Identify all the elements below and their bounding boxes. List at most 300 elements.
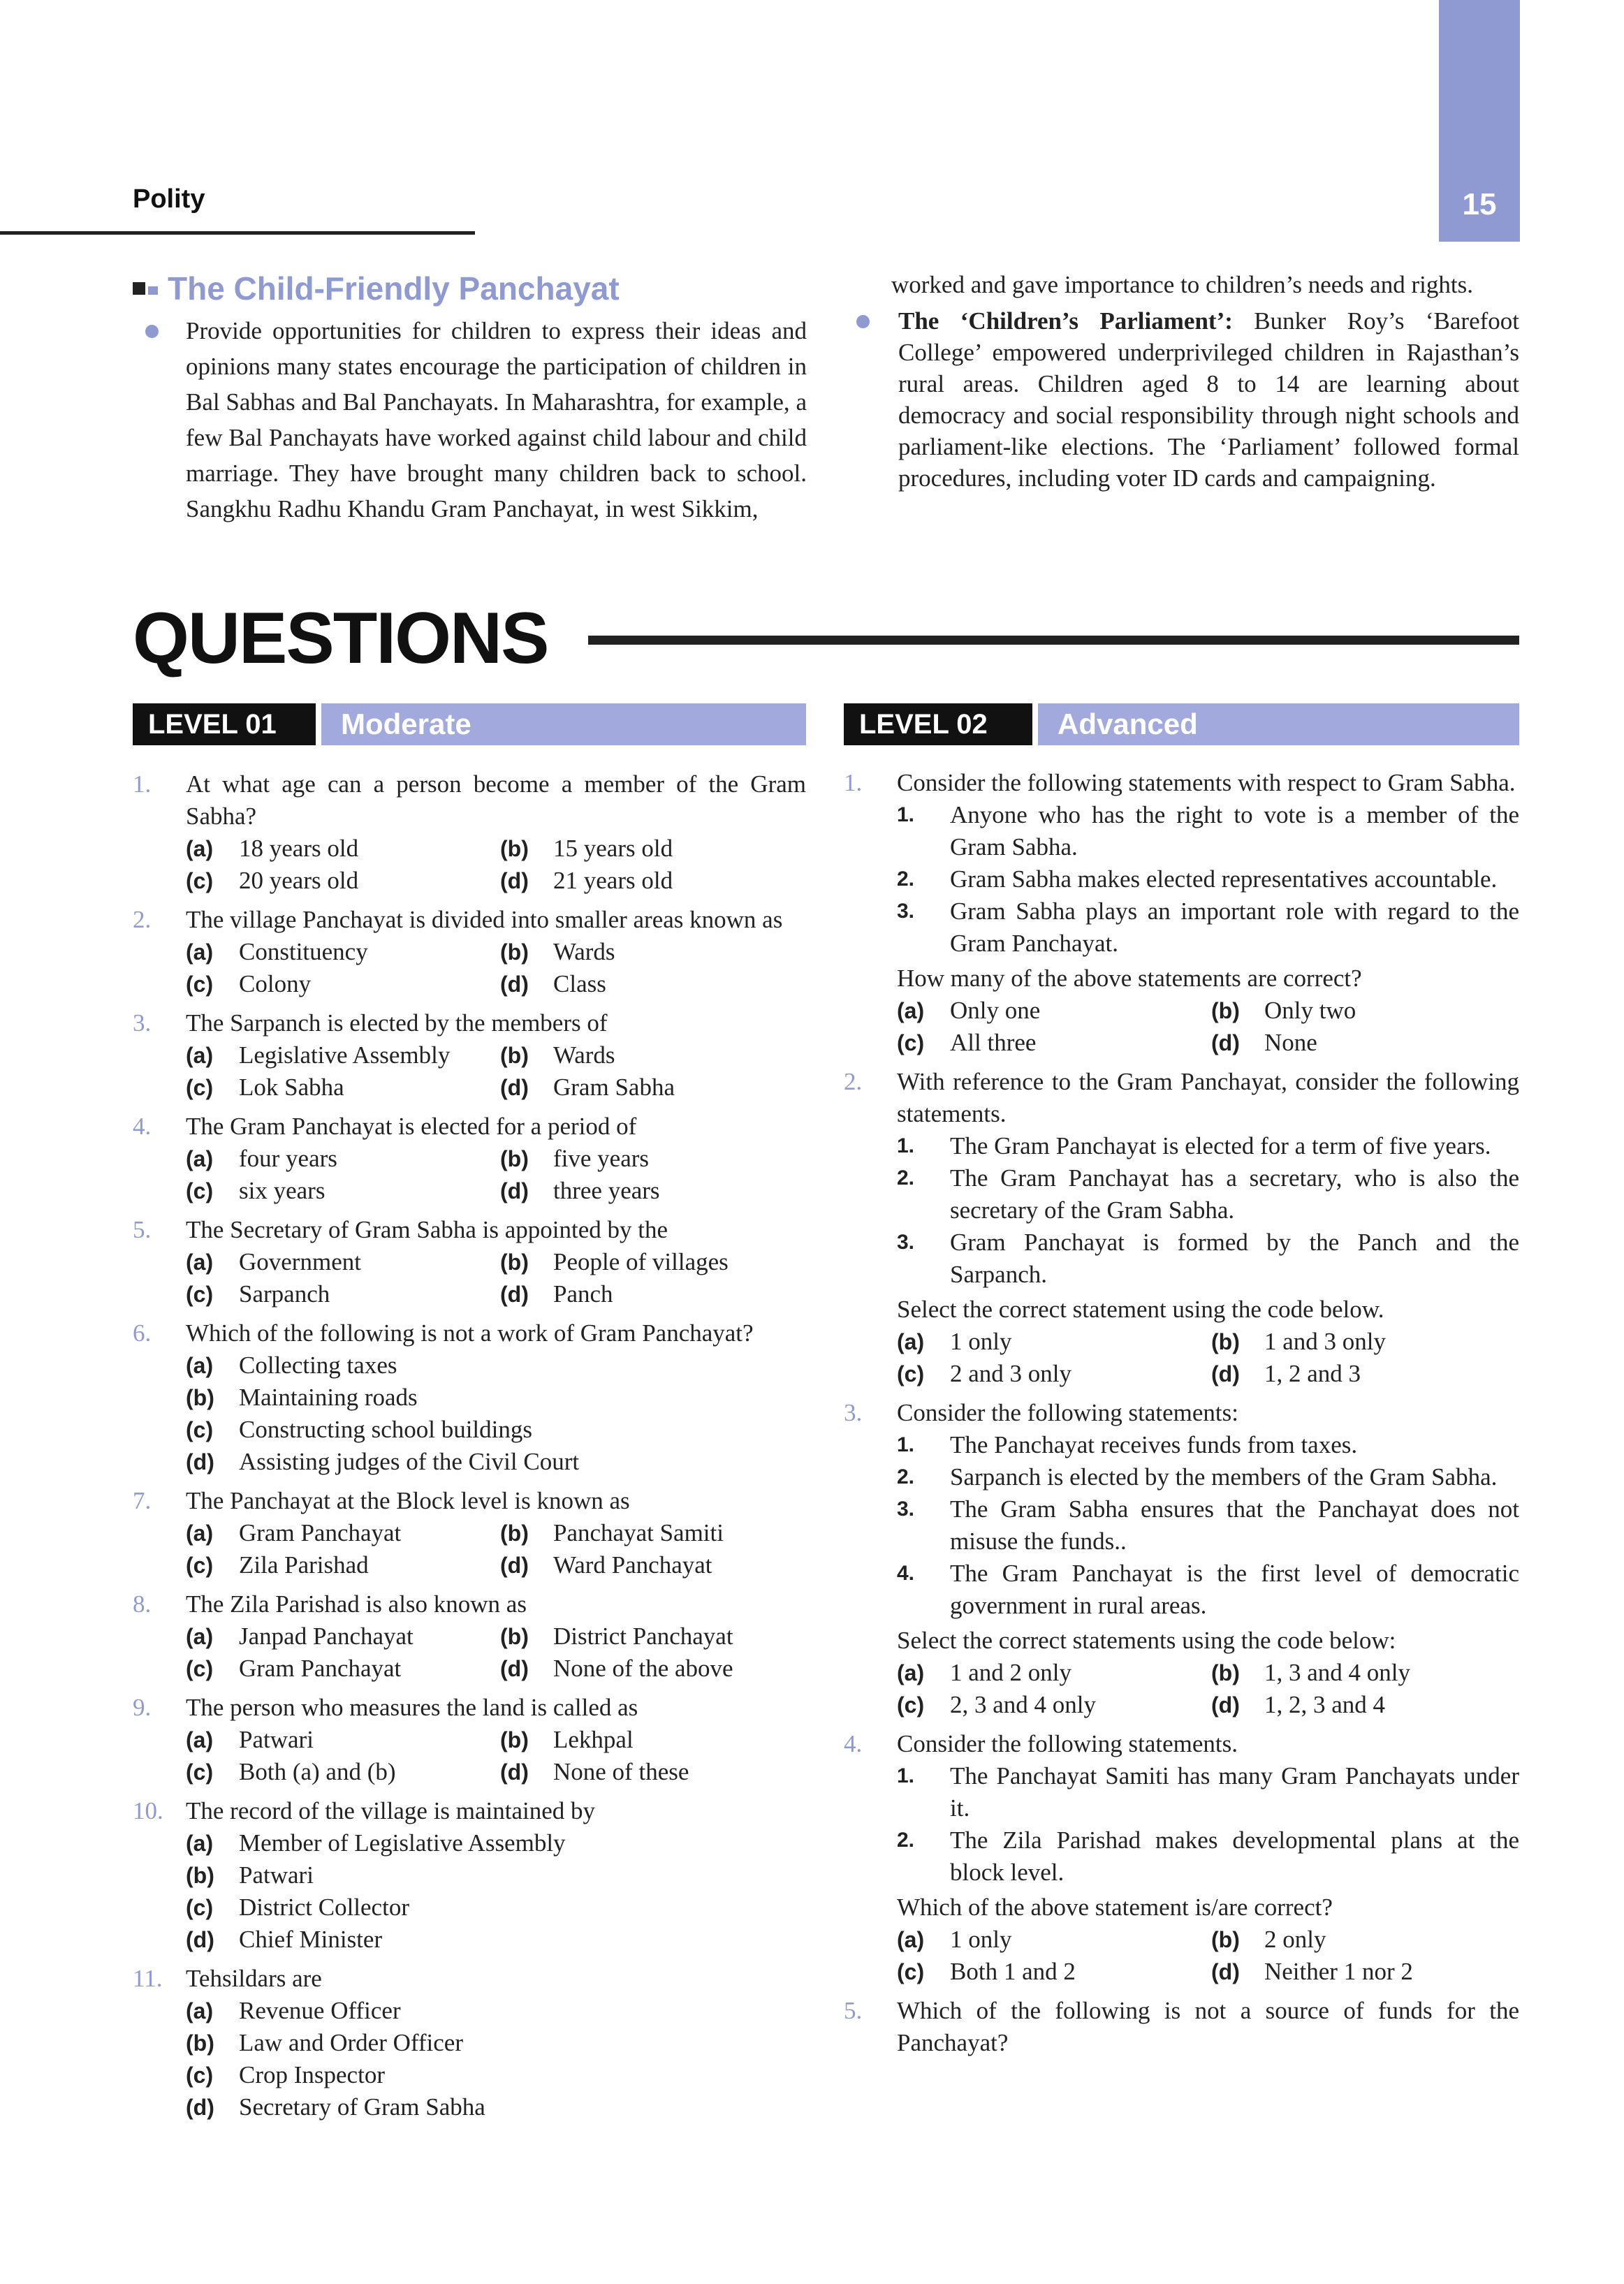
option-label: (d) (1211, 1959, 1240, 1984)
option-item (186, 1620, 500, 1653)
question-number: 5. (844, 1997, 863, 2024)
question-item (133, 1317, 806, 1478)
option-item (186, 1175, 500, 1207)
option-label: (b) (1211, 998, 1240, 1023)
statement-number: 4. (897, 1562, 915, 1585)
option-text: 18 years old (239, 835, 359, 862)
option-label: (d) (500, 868, 529, 893)
question-text: Consider the following statements with respect to Gram Sabha. (897, 769, 1516, 796)
option-list (186, 1517, 806, 1581)
statement-item (897, 1429, 1519, 1461)
level-01-label: LEVEL 01 (133, 703, 316, 745)
option-item (186, 1891, 806, 1924)
option-item (186, 865, 500, 897)
option-text: Constituency (239, 938, 368, 965)
option-text: Patwari (239, 1861, 314, 1889)
question-item (133, 1007, 806, 1104)
level-01-question-list (133, 768, 806, 2130)
option-label: (c) (186, 868, 214, 893)
option-text: four years (239, 1145, 337, 1172)
question-text: The person who measures the land is called as (186, 1694, 638, 1721)
statement-number: 2. (897, 1829, 915, 1852)
option-list (186, 1143, 806, 1207)
option-text: Lok Sabha (239, 1074, 344, 1101)
question-item (844, 1066, 1519, 1390)
option-label: (d) (1211, 1030, 1240, 1055)
question-text: The Secretary of Gram Sabha is appointed by the (186, 1216, 668, 1243)
option-text: 20 years old (239, 867, 359, 894)
option-label: (b) (1211, 1329, 1240, 1354)
question-prompt: Select the correct statement using the code below. (897, 1296, 1384, 1323)
option-text: Maintaining roads (239, 1384, 418, 1411)
statement-text: The Zila Parishad makes developmental plans at the block level. (950, 1827, 1519, 1886)
option-item (186, 1924, 806, 1956)
option-text: Sarpanch (239, 1280, 330, 1308)
option-label: (c) (186, 1656, 214, 1681)
option-text: Chief Minister (239, 1926, 383, 1953)
statement-number: 3. (897, 900, 915, 923)
option-label: (d) (186, 1927, 214, 1952)
statement-item (897, 1558, 1519, 1622)
option-item (186, 1995, 806, 2027)
option-label: (c) (186, 1895, 214, 1920)
statement-item (897, 863, 1519, 895)
option-label: (c) (186, 972, 214, 997)
bullet-paragraph-parliament (844, 305, 1519, 494)
option-item (186, 2059, 806, 2091)
option-text: 1 and 2 only (950, 1659, 1072, 1686)
option-text: Panch (553, 1280, 613, 1308)
option-item (186, 1246, 500, 1278)
statement-item (897, 895, 1519, 960)
question-number: 2. (844, 1068, 863, 1095)
statement-number: 2. (897, 868, 915, 891)
option-item (500, 936, 806, 968)
option-item (500, 833, 806, 865)
option-item (186, 1517, 500, 1549)
option-text: 1 and 3 only (1264, 1328, 1387, 1355)
statement-text: The Panchayat receives funds from taxes. (950, 1431, 1358, 1458)
statement-text: Anyone who has the right to vote is a member of the Gram Sabha. (950, 801, 1519, 861)
question-item (133, 904, 806, 1000)
question-number: 5. (133, 1216, 152, 1243)
option-label: (b) (1211, 1660, 1240, 1685)
question-text: Tehsildars are (186, 1965, 322, 1992)
bullet-dot-icon (856, 315, 870, 328)
option-item (897, 995, 1211, 1027)
option-label: (d) (186, 1449, 214, 1474)
option-label: (b) (186, 2030, 214, 2056)
statement-item (897, 1130, 1519, 1162)
question-text: The Gram Panchayat is elected for a period of (186, 1113, 637, 1140)
option-list (186, 1724, 806, 1788)
question-number: 8. (133, 1590, 152, 1618)
option-label: (c) (186, 1759, 214, 1785)
option-item (500, 1071, 806, 1104)
level-02-label: LEVEL 02 (844, 703, 1032, 745)
option-item (500, 968, 806, 1000)
option-text: 1, 2, 3 and 4 (1264, 1691, 1386, 1718)
option-label: (a) (186, 1624, 214, 1649)
question-item (133, 1963, 806, 2123)
option-label: (b) (500, 1727, 529, 1752)
bullet-text: Bunker Roy’s ‘Barefoot College’ empowered underprivileged children in Rajasthan’s rural areas. Children aged 8 to 14 are learning about democracy and social responsibility through night schools and parliament-like elections. The ‘Parliament’ followed formal procedures, including voter ID cards and campaigning. (898, 307, 1519, 492)
level-02-difficulty: Advanced (1038, 703, 1519, 745)
option-label: (b) (500, 1521, 529, 1546)
option-item (186, 1549, 500, 1581)
option-label: (c) (897, 1959, 925, 1984)
option-text: Assisting judges of the Civil Court (239, 1448, 580, 1475)
option-list (186, 936, 806, 1000)
option-item (500, 865, 806, 897)
option-text: Only two (1264, 997, 1356, 1024)
option-item (500, 1653, 806, 1685)
option-text: None of the above (553, 1655, 733, 1682)
option-text: Both (a) and (b) (239, 1758, 396, 1785)
question-text: Consider the following statements. (897, 1730, 1238, 1757)
bullet-text: Provide opportunities for children to express their ideas and opinions many states encourage the participation of children in Bal Sabhas and Bal Panchayats. In Maharashtra, for example, a few Bal Panchayats have worked against child labour and child marriage. They have brought many children back to school. Sangkhu Radhu Khandu Gram Panchayat, in west Sikkim, (186, 317, 807, 522)
statement-text: The Gram Panchayat is elected for a term of five years. (950, 1132, 1491, 1159)
option-item (1211, 1027, 1519, 1059)
option-item (500, 1756, 806, 1788)
option-label: (c) (897, 1030, 925, 1055)
option-item (186, 968, 500, 1000)
option-text: Class (553, 970, 606, 997)
option-item (500, 1278, 806, 1310)
statement-item (897, 1493, 1519, 1558)
option-list (897, 1326, 1519, 1390)
option-label: (c) (186, 1417, 214, 1442)
level-02-bar (844, 703, 1519, 745)
question-item (133, 1485, 806, 1581)
option-text: Constructing school buildings (239, 1416, 532, 1443)
continuation-paragraph: worked and gave importance to children’s needs and rights. (891, 271, 1473, 298)
option-label: (a) (186, 1250, 214, 1275)
option-list (186, 1349, 806, 1478)
statement-number: 1. (897, 1134, 915, 1157)
option-text: Gram Panchayat (239, 1519, 402, 1546)
option-label: (b) (500, 1624, 529, 1649)
option-label: (a) (186, 1353, 214, 1378)
option-text: 1 only (950, 1926, 1012, 1953)
option-text: five years (553, 1145, 650, 1172)
option-item (897, 1326, 1211, 1358)
option-label: (d) (500, 1282, 529, 1307)
statement-list (897, 1130, 1519, 1291)
question-item (133, 1795, 806, 1956)
question-item (133, 1692, 806, 1788)
option-text: District Collector (239, 1894, 409, 1921)
statement-number: 2. (897, 1465, 915, 1488)
option-item (186, 1039, 500, 1071)
option-text: Zila Parishad (239, 1551, 369, 1579)
option-label: (d) (500, 972, 529, 997)
option-text: 2, 3 and 4 only (950, 1691, 1097, 1718)
option-item (186, 1278, 500, 1310)
option-text: Only one (950, 997, 1041, 1024)
option-text: 1 only (950, 1328, 1012, 1355)
option-text: 2 and 3 only (950, 1360, 1072, 1387)
option-label: (c) (897, 1692, 925, 1718)
question-text: With reference to the Gram Panchayat, consider the following statements. (897, 1068, 1519, 1127)
option-text: six years (239, 1177, 325, 1204)
question-number: 11. (133, 1965, 163, 1992)
square-bullet-icon (133, 282, 158, 295)
statement-text: The Gram Panchayat is the first level of democratic government in rural areas. (950, 1560, 1519, 1619)
option-label: (a) (186, 939, 214, 965)
option-label: (c) (186, 2063, 214, 2088)
option-label: (a) (897, 1927, 925, 1952)
option-item (897, 1689, 1211, 1721)
option-item (186, 1724, 500, 1756)
option-label: (a) (186, 1146, 214, 1171)
option-item (500, 1175, 806, 1207)
option-list (186, 833, 806, 897)
option-label: (a) (897, 1660, 925, 1685)
question-item (844, 1728, 1519, 1988)
option-label: (b) (500, 939, 529, 965)
option-label: (a) (897, 998, 925, 1023)
question-text: Which of the following is not a work of Gram Panchayat? (186, 1319, 754, 1347)
question-number: 1. (133, 770, 152, 798)
option-item (1211, 1358, 1519, 1390)
questions-rule (588, 636, 1519, 645)
page-number: 15 (1462, 187, 1497, 221)
statement-text: Gram Panchayat is formed by the Panch and the Sarpanch. (950, 1229, 1519, 1288)
statement-item (897, 1461, 1519, 1493)
option-text: Colony (239, 970, 312, 997)
option-label: (a) (186, 1043, 214, 1068)
page-number-tab (1439, 0, 1520, 242)
option-item (186, 1071, 500, 1104)
statement-item (897, 1760, 1519, 1824)
option-text: Neither 1 nor 2 (1264, 1958, 1413, 1985)
level-02-question-list (844, 767, 1519, 2066)
option-text: Wards (553, 1041, 615, 1069)
question-number: 3. (844, 1399, 863, 1426)
option-item (186, 1756, 500, 1788)
option-item (1211, 1956, 1519, 1988)
option-label: (d) (1211, 1692, 1240, 1718)
option-text: Member of Legislative Assembly (239, 1829, 566, 1857)
option-label: (b) (186, 1863, 214, 1888)
statement-item (897, 799, 1519, 863)
option-text: 2 only (1264, 1926, 1326, 1953)
question-item (133, 1111, 806, 1207)
statement-number: 3. (897, 1231, 915, 1254)
option-text: 1, 2 and 3 (1264, 1360, 1361, 1387)
statement-text: Gram Sabha plays an important role with regard to the Gram Panchayat. (950, 898, 1519, 957)
option-list (186, 1246, 806, 1310)
bullet-dot-icon (145, 325, 159, 338)
option-item (1211, 995, 1519, 1027)
option-text: Secretary of Gram Sabha (239, 2093, 485, 2121)
question-item (133, 768, 806, 897)
option-label: (a) (186, 1727, 214, 1752)
option-text: 1, 3 and 4 only (1264, 1659, 1411, 1686)
question-text: Which of the following is not a source of funds for the Panchayat? (897, 1997, 1519, 2056)
header-rule (0, 231, 475, 235)
option-item (897, 1924, 1211, 1956)
statement-text: Gram Sabha makes elected representatives accountable. (950, 865, 1498, 893)
option-label: (b) (500, 836, 529, 861)
option-text: None (1264, 1029, 1317, 1056)
option-text: Crop Inspector (239, 2061, 385, 2088)
option-item (897, 1956, 1211, 1988)
statement-number: 2. (897, 1166, 915, 1189)
statement-item (897, 1162, 1519, 1227)
question-item (844, 1397, 1519, 1721)
option-text: Both 1 and 2 (950, 1958, 1076, 1985)
option-label: (c) (186, 1075, 214, 1100)
option-text: Janpad Panchayat (239, 1623, 414, 1650)
option-item (186, 1414, 806, 1446)
option-label: (b) (1211, 1927, 1240, 1952)
option-item (186, 1859, 806, 1891)
option-item (1211, 1689, 1519, 1721)
option-item (500, 1620, 806, 1653)
option-label: (a) (186, 836, 214, 861)
section-left-column (133, 270, 807, 527)
question-text: The Sarpanch is elected by the members of (186, 1009, 608, 1037)
option-text: Legislative Assembly (239, 1041, 451, 1069)
option-label: (d) (500, 1553, 529, 1578)
option-item (500, 1724, 806, 1756)
option-label: (d) (500, 1656, 529, 1681)
statement-text: The Gram Sabha ensures that the Panchayat does not misuse the funds.. (950, 1495, 1519, 1555)
question-item (133, 1588, 806, 1685)
statement-number: 3. (897, 1498, 915, 1521)
question-text: At what age can a person become a member of the Gram Sabha? (186, 770, 806, 830)
option-label: (d) (1211, 1361, 1240, 1386)
option-text: Wards (553, 938, 615, 965)
option-text: People of villages (553, 1248, 729, 1275)
question-text: The Zila Parishad is also known as (186, 1590, 527, 1618)
option-item (186, 1143, 500, 1175)
option-item (186, 1653, 500, 1685)
option-text: Ward Panchayat (553, 1551, 712, 1579)
option-label: (a) (897, 1329, 925, 1354)
option-item (1211, 1326, 1519, 1358)
option-item (897, 1358, 1211, 1390)
option-label: (a) (186, 1521, 214, 1546)
question-number: 3. (133, 1009, 152, 1037)
question-text: The village Panchayat is divided into smaller areas known as (186, 906, 783, 933)
option-text: Panchayat Samiti (553, 1519, 724, 1546)
option-item (1211, 1924, 1519, 1956)
option-list (186, 1039, 806, 1104)
statement-text: Sarpanch is elected by the members of the Gram Sabha. (950, 1463, 1498, 1491)
option-text: Gram Sabha (553, 1074, 675, 1101)
option-label: (d) (500, 1178, 529, 1203)
questions-heading: QUESTIONS (133, 598, 548, 679)
question-text: The record of the village is maintained by (186, 1797, 596, 1824)
option-item (897, 1657, 1211, 1689)
question-number: 6. (133, 1319, 152, 1347)
option-text: Law and Order Officer (239, 2029, 463, 2056)
option-list (186, 1995, 806, 2123)
option-label: (b) (500, 1043, 529, 1068)
option-text: 15 years old (553, 835, 673, 862)
option-list (186, 1620, 806, 1685)
statement-number: 1. (897, 1433, 915, 1456)
option-label: (c) (897, 1361, 925, 1386)
option-item (186, 2091, 806, 2123)
option-label: (a) (186, 1831, 214, 1856)
option-list (897, 1924, 1519, 1988)
statement-item (897, 1227, 1519, 1291)
option-item (186, 936, 500, 968)
option-item (186, 833, 500, 865)
option-item (897, 1027, 1211, 1059)
option-item (500, 1517, 806, 1549)
option-text: All three (950, 1029, 1037, 1056)
statement-number: 1. (897, 1764, 915, 1787)
question-prompt: Select the correct statements using the code below: (897, 1627, 1396, 1654)
option-label: (d) (186, 2095, 214, 2120)
option-text: Collecting taxes (239, 1352, 397, 1379)
option-label: (c) (186, 1282, 214, 1307)
option-list (186, 1827, 806, 1956)
running-head: Polity (133, 184, 205, 214)
option-label: (b) (500, 1146, 529, 1171)
option-list (897, 995, 1519, 1059)
option-item (186, 1446, 806, 1478)
option-item (1211, 1657, 1519, 1689)
option-list (897, 1657, 1519, 1721)
statement-item (897, 1824, 1519, 1889)
section-right-column (844, 268, 1519, 494)
question-prompt: Which of the above statement is/are correct? (897, 1894, 1333, 1921)
question-item (844, 767, 1519, 1059)
option-text: Lekhpal (553, 1726, 634, 1753)
level-01-difficulty: Moderate (321, 703, 806, 745)
question-prompt: How many of the above statements are correct? (897, 965, 1362, 992)
statement-list (897, 1429, 1519, 1622)
option-label: (d) (500, 1759, 529, 1785)
option-item (500, 1039, 806, 1071)
option-text: District Panchayat (553, 1623, 733, 1650)
bullet-paragraph (133, 313, 807, 527)
option-item (186, 1349, 806, 1382)
question-number: 4. (844, 1730, 863, 1757)
question-number: 2. (133, 906, 152, 933)
level-01-bar (133, 703, 806, 745)
option-text: Revenue Officer (239, 1997, 401, 2024)
option-label: (b) (186, 1385, 214, 1410)
section-title: The Child-Friendly Panchayat (168, 270, 620, 307)
statement-text: The Panchayat Samiti has many Gram Panchayats under it. (950, 1762, 1519, 1822)
statement-number: 1. (897, 803, 915, 826)
option-item (186, 1382, 806, 1414)
option-label: (c) (186, 1553, 214, 1578)
option-text: Patwari (239, 1726, 314, 1753)
option-item (500, 1246, 806, 1278)
option-item (186, 1827, 806, 1859)
question-number: 4. (133, 1113, 152, 1140)
option-item (500, 1143, 806, 1175)
option-label: (b) (500, 1250, 529, 1275)
option-text: Gram Panchayat (239, 1655, 402, 1682)
option-label: (d) (500, 1075, 529, 1100)
option-label: (c) (186, 1178, 214, 1203)
question-number: 1. (844, 769, 863, 796)
statement-text: The Gram Panchayat has a secretary, who is also the secretary of the Gram Sabha. (950, 1164, 1519, 1224)
option-text: Government (239, 1248, 361, 1275)
statement-list (897, 1760, 1519, 1889)
option-label: (a) (186, 1998, 214, 2023)
option-text: three years (553, 1177, 660, 1204)
